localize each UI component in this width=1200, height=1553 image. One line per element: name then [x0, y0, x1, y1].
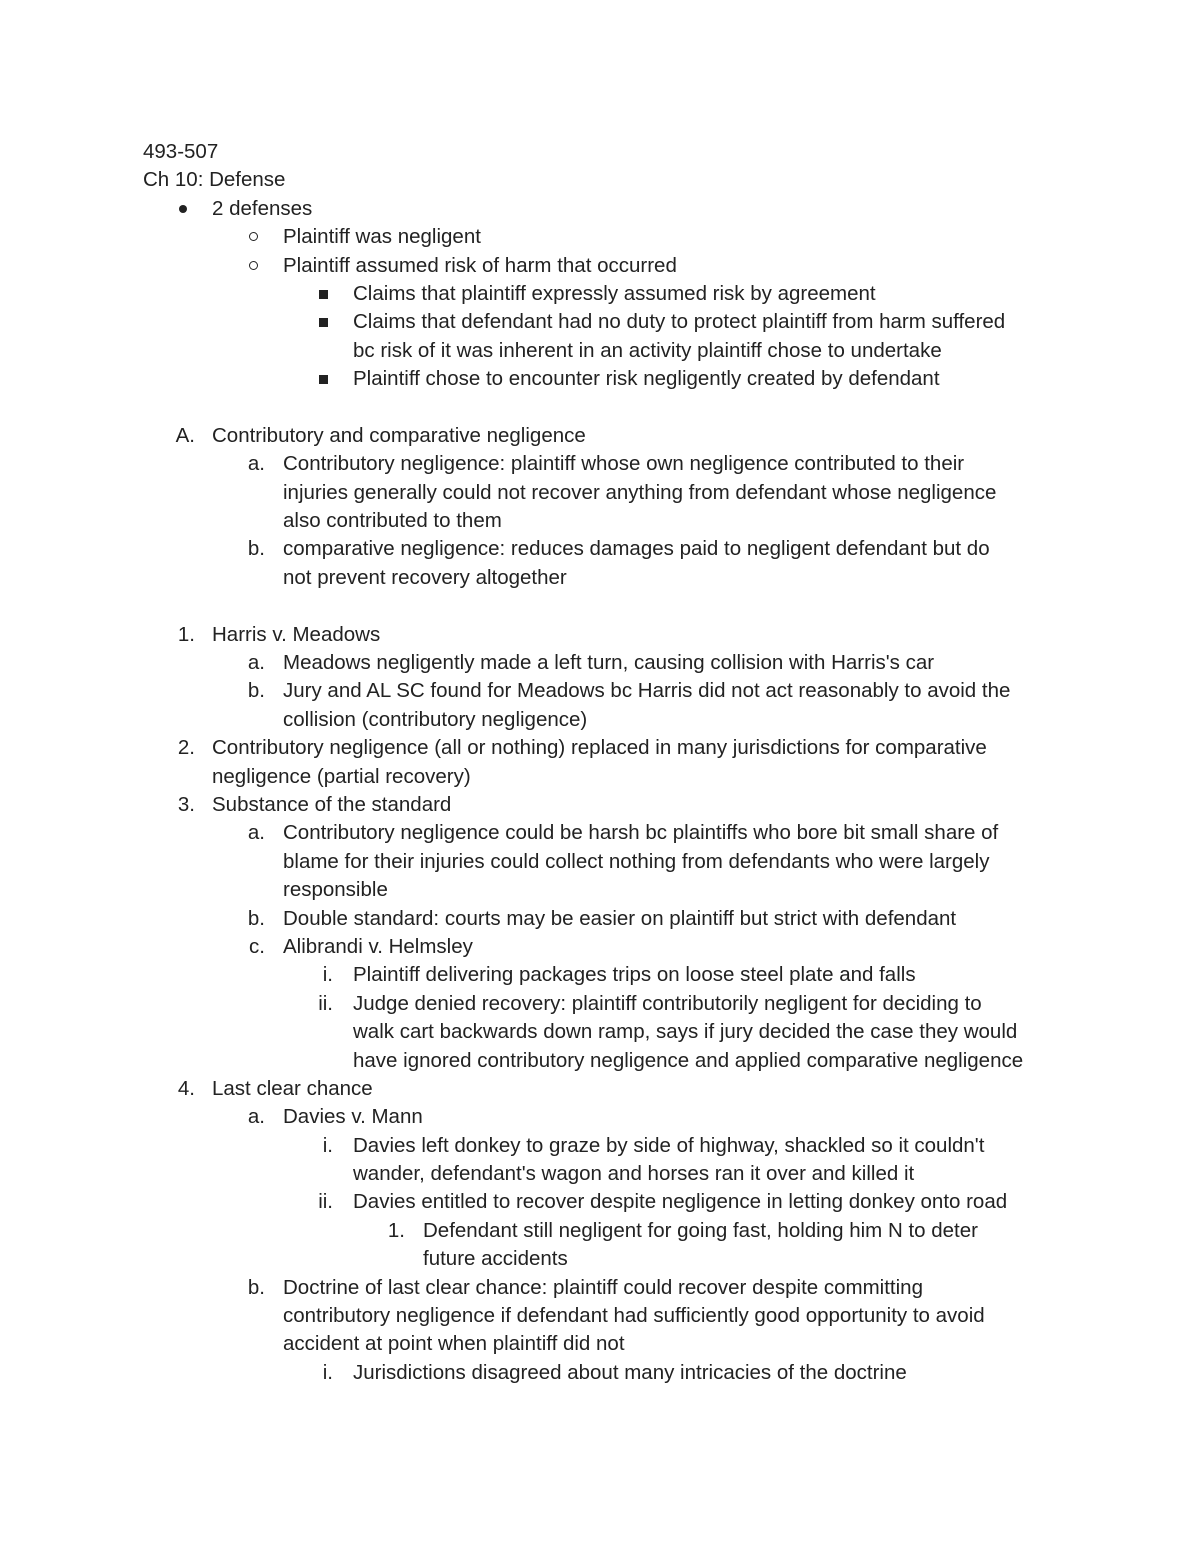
outline-line [0, 621, 1200, 649]
outline-line [0, 479, 1200, 507]
list-marker: i. [322, 963, 333, 987]
list-item-text: not prevent recovery altogether [283, 565, 567, 589]
list-item-text: Contributory negligence: plaintiff whose own negligence contributed to their [283, 452, 965, 476]
outline-line [0, 1075, 1200, 1103]
list-item-text: Davies left donkey to graze by side of highway, shackled so it couldn't [353, 1133, 985, 1157]
outline-line [0, 1188, 1200, 1216]
bullet-disc-icon [179, 205, 187, 213]
list-item-text: Plaintiff delivering packages trips on loose steel plate and falls [353, 963, 916, 987]
list-marker: b. [247, 679, 265, 703]
outline-line [0, 138, 1200, 166]
outline-line [0, 308, 1200, 336]
list-item-text: Contributory negligence (all or nothing) replaced in many jurisdictions for comparative [212, 736, 987, 760]
list-marker: 2. [177, 736, 195, 760]
outline-line [0, 1217, 1200, 1245]
outline-line [0, 166, 1200, 194]
list-item-text: wander, defendant's wagon and horses ran it over and killed it [353, 1162, 915, 1186]
list-item-text: Harris v. Meadows [212, 622, 381, 646]
list-item-text: Jurisdictions disagreed about many intricacies of the doctrine [353, 1360, 907, 1384]
outline-line [0, 961, 1200, 989]
bullet-square-icon [319, 290, 328, 299]
list-item-text: Plaintiff was negligent [283, 225, 481, 249]
list-item-text: Defendant still negligent for going fast, holding him N to deter [423, 1218, 978, 1242]
blank-line [0, 592, 1200, 620]
outline-line [0, 337, 1200, 365]
list-marker: A. [175, 423, 195, 447]
outline-line [0, 252, 1200, 280]
list-marker: a. [247, 651, 265, 675]
outline-line [0, 1132, 1200, 1160]
list-marker: b. [247, 1275, 265, 1299]
list-marker: i. [322, 1360, 333, 1384]
list-marker: 1. [387, 1218, 405, 1242]
list-item-text: bc risk of it was inherent in an activity plaintiff chose to undertake [353, 338, 942, 362]
list-item-text: comparative negligence: reduces damages paid to negligent defendant but do [283, 537, 990, 561]
list-item-text: blame for their injuries could collect nothing from defendants who were largely [283, 849, 990, 873]
list-item-text: walk cart backwards down ramp, says if jury decided the case they would [353, 1020, 1018, 1044]
outline-line [0, 1330, 1200, 1358]
list-marker: 3. [177, 792, 195, 816]
list-item-text: Plaintiff chose to encounter risk negligently created by defendant [353, 367, 940, 391]
list-item-text: accident at point when plaintiff did not [283, 1332, 625, 1356]
list-item-text: Davies v. Mann [283, 1105, 423, 1129]
outline-line [0, 365, 1200, 393]
list-item-text: negligence (partial recovery) [212, 764, 471, 788]
outline-line [0, 1274, 1200, 1302]
list-item-text: Last clear chance [212, 1076, 373, 1100]
list-marker: a. [247, 821, 265, 845]
list-marker: i. [322, 1133, 333, 1157]
outline-line [0, 507, 1200, 535]
outline-line [0, 1160, 1200, 1188]
list-marker: c. [249, 934, 265, 958]
list-item-text: Substance of the standard [212, 792, 452, 816]
outline-line [0, 535, 1200, 563]
list-marker: a. [247, 1105, 265, 1129]
list-item-text: Plaintiff assumed risk of harm that occurred [283, 253, 677, 277]
outline-line [0, 791, 1200, 819]
outline-line [0, 1359, 1200, 1387]
list-marker: b. [247, 537, 265, 561]
bullet-square-icon [319, 318, 328, 327]
outline-line [0, 1018, 1200, 1046]
outline-line [0, 1245, 1200, 1273]
list-item-text: Contributory and comparative negligence [212, 423, 586, 447]
outline-line [0, 564, 1200, 592]
list-item-text: have ignored contributory negligence and applied comparative negligence [353, 1048, 1024, 1072]
outline-line [0, 649, 1200, 677]
list-item-text: Claims that defendant had no duty to protect plaintiff from harm suffered [353, 310, 1006, 334]
outline-line [0, 819, 1200, 847]
list-item-text: contributory negligence if defendant had sufficiently good opportunity to avoid [283, 1304, 985, 1328]
outline-line [0, 763, 1200, 791]
outline-line [0, 677, 1200, 705]
list-marker: ii. [318, 1190, 333, 1214]
list-item-text: future accidents [423, 1247, 568, 1271]
list-item-text: Doctrine of last clear chance: plaintiff could recover despite committing [283, 1275, 923, 1299]
list-item-text: Judge denied recovery: plaintiff contributorily negligent for deciding to [353, 991, 982, 1015]
bullet-circle-icon [249, 261, 258, 270]
outline-line [0, 905, 1200, 933]
list-item-text: Contributory negligence could be harsh bc plaintiffs who bore bit small share of [283, 821, 999, 845]
outline-line [0, 706, 1200, 734]
outline-line [0, 422, 1200, 450]
list-marker: 4. [177, 1076, 195, 1100]
outline-line [0, 280, 1200, 308]
list-item-text: Double standard: courts may be easier on plaintiff but strict with defendant [283, 906, 957, 930]
list-item-text: Alibrandi v. Helmsley [283, 934, 473, 958]
blank-line [0, 394, 1200, 422]
list-marker: b. [247, 906, 265, 930]
outline-line [0, 1302, 1200, 1330]
heading-text: 493-507 [143, 140, 219, 163]
outline-line [0, 990, 1200, 1018]
heading-text: Ch 10: Defense [143, 168, 286, 192]
outline-line [0, 1103, 1200, 1131]
list-marker: ii. [318, 991, 333, 1015]
list-item-text: Davies entitled to recover despite negligence in letting donkey onto road [353, 1190, 1008, 1214]
outline-line [0, 1047, 1200, 1075]
outline-line [0, 876, 1200, 904]
outline-line [0, 848, 1200, 876]
outline-line [0, 734, 1200, 762]
list-item-text: collision (contributory negligence) [283, 707, 588, 731]
list-item-text: 2 defenses [212, 196, 313, 220]
list-marker: a. [247, 452, 265, 476]
bullet-square-icon [319, 375, 328, 384]
list-item-text: Jury and AL SC found for Meadows bc Harris did not act reasonably to avoid the [283, 679, 1011, 703]
list-marker: 1. [177, 622, 195, 646]
bullet-circle-icon [249, 232, 258, 241]
outline-line [0, 450, 1200, 478]
list-item-text: Claims that plaintiff expressly assumed risk by agreement [353, 281, 876, 305]
document-body [0, 138, 1200, 1387]
outline-line [0, 933, 1200, 961]
list-item-text: also contributed to them [283, 509, 502, 533]
list-item-text: injuries generally could not recover anything from defendant whose negligence [283, 480, 997, 504]
list-item-text: responsible [283, 878, 388, 902]
list-item-text: Meadows negligently made a left turn, causing collision with Harris's car [283, 651, 935, 675]
outline-line [0, 223, 1200, 251]
outline-line [0, 195, 1200, 223]
